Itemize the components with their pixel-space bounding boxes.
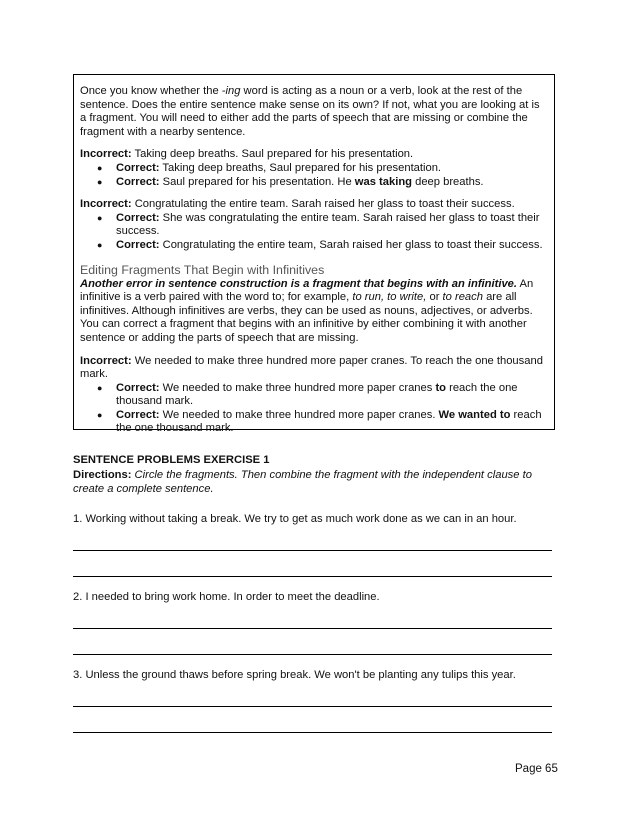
example2-correct-1: ● Correct: She was congratulating the entire team. Sarah raised her glass to toast their success. [116,212,548,239]
example2-corrections [80,212,548,253]
exercise-title: SENTENCE PROBLEMS EXERCISE 1 [73,454,270,466]
fragment-info-box [73,74,555,435]
answer-line-3b[interactable] [73,732,552,733]
question-3: 3. Unless the ground thaws before spring break. We won't be planting any tulips this year. [73,669,516,681]
example3-corrections [80,382,548,436]
example2-correct-2: ● Correct: Congratulating the entire team, Sarah raised her glass to toast their success. [116,239,548,253]
example3-correct-2: ● Correct: We needed to make three hundred more paper cranes. We wanted to reach the one thousand mark. [116,409,548,436]
example3-correct-1: ● Correct: We needed to make three hundred more paper cranes to reach the one thousand mark. [116,382,548,409]
example1-incorrect: Incorrect: Taking deep breaths. Saul prepared for his presentation. [80,148,414,161]
example1-correct-2: ● Correct: Saul prepared for his presentation. He was taking deep breaths. [116,176,548,190]
example2-incorrect: Incorrect: Congratulating the entire team. Sarah raised her glass to toast their success. [80,198,515,211]
answer-line-2a[interactable] [73,628,552,629]
answer-line-3a[interactable] [73,706,552,707]
infinitives-subheading: Editing Fragments That Begin with Infinitives [80,262,325,277]
example1-correct-1: ● Correct: Taking deep breaths, Saul prepared for his presentation. [116,162,548,176]
exercise-directions: Directions: Circle the fragments. Then combine the fragment with the independent clause to create a complete sentence. [73,469,532,495]
answer-line-1a[interactable] [73,550,552,551]
example1-corrections [80,162,548,189]
question-2: 2. I needed to bring work home. In order to meet the deadline. [73,591,380,603]
infinitives-paragraph: Another error in sentence construction is a fragment that begins with an infinitive. An infinitive is a verb paired with the word to; for example, to run, to write, or to reach are all infinitives. Although infinitives are verbs, they can be used as nouns, adjectives, or adverbs. You can correct a fragment that begins with an infinitive by either combining it with another sentence or adding the parts of speech that are missing. [80,277,534,344]
intro-paragraph: Once you know whether the -ing word is acting as a noun or a verb, look at the rest of the sentence. Does the entire sentence make sense on its own? If not, what you are looking at is a fragment. You will need to either add the parts of speech that are missing or combine the fragment with a nearby sentence. [80,85,540,138]
example3-incorrect: Incorrect: We needed to make three hundred more paper cranes. To reach the one thousand mark. [80,354,543,381]
answer-line-1b[interactable] [73,576,552,577]
answer-line-2b[interactable] [73,654,552,655]
page-number: Page 65 [515,763,558,775]
question-1: 1. Working without taking a break. We try to get as much work done as we can in an hour. [73,513,517,525]
